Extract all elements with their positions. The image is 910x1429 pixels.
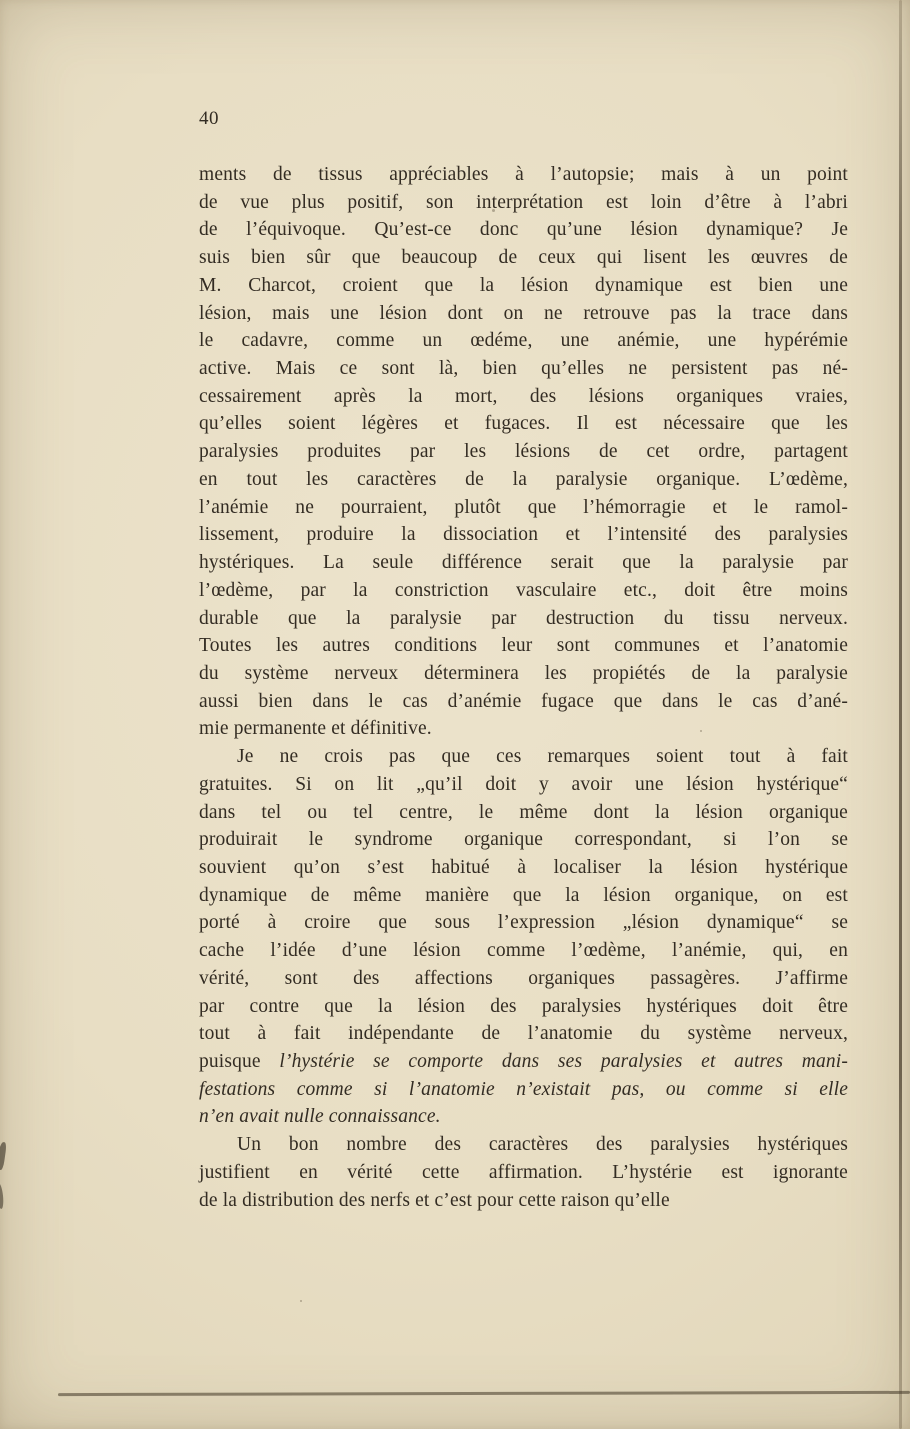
- text-segment: M. Charcot, croient que la lésion dynamique est bien une: [199, 274, 848, 296]
- text-line: [199, 1076, 848, 1104]
- italic-text-segment: l’hystérie se comporte dans ses paralysies et autres mani-: [279, 1051, 848, 1072]
- text-segment: en tout les caractères de la paralysie organique. L’œdème,: [199, 468, 848, 490]
- text-segment: dynamique de même manière que la lésion organique, on est: [199, 884, 848, 906]
- text-segment: cessairement après la mort, des lésions organiques vraies,: [199, 385, 848, 407]
- scan-edge-bottom-icon: [58, 1391, 910, 1396]
- text-segment: paralysies produites par les lésions de cet ordre, partagent: [199, 441, 848, 463]
- text-segment: souvient qu’on s’est habitué à localiser la lésion hystérique: [199, 856, 848, 878]
- text-segment: vérité, sont des affections organiques passagères. J’affirme: [199, 967, 848, 989]
- text-segment: de l’équivoque. Qu’est-ce donc qu’une lésion dynamique? Je: [199, 219, 848, 241]
- text-segment: l’œdème, par la constriction vasculaire etc., doit être moins: [199, 579, 848, 601]
- text-line: [199, 161, 848, 189]
- text-segment: porté à croire que sous l’expression „lésion dynamique“ se: [199, 912, 848, 934]
- text-segment: durable que la paralysie par destruction du tissu nerveux.: [199, 607, 848, 629]
- text-line: [199, 216, 848, 244]
- text-segment: lésion, mais une lésion dont on ne retrouve pas la trace dans: [199, 302, 848, 324]
- text-block: [199, 161, 848, 1214]
- text-line: [199, 605, 848, 633]
- text-segment: le cadavre, comme un œdéme, une anémie, une hypérémie: [199, 330, 848, 352]
- text-segment: Toutes les autres conditions leur sont communes et l’anatomie: [199, 635, 848, 657]
- text-line: [199, 1020, 848, 1048]
- text-line: [199, 410, 848, 438]
- text-segment: par contre que la lésion des paralysies hystériques doit être: [199, 995, 848, 1017]
- text-line: [199, 438, 848, 466]
- text-line: [199, 300, 848, 328]
- text-line: [199, 993, 848, 1021]
- text-segment: qu’elles soient légères et fugaces. Il est nécessaire que les: [199, 413, 848, 435]
- text-segment: Un bon nombre des caractères des paralysies hystériques: [237, 1134, 848, 1156]
- text-segment: tout à fait indépendante de l’anatomie du système nerveux,: [199, 1023, 848, 1045]
- text-segment: aussi bien dans le cas d’anémie fugace que dans le cas d’ané-: [199, 690, 848, 712]
- scan-artifact: [0, 1142, 7, 1171]
- page-number: 40: [199, 108, 219, 129]
- text-line: [199, 327, 848, 355]
- text-line: [199, 688, 848, 716]
- text-segment: de vue plus positif, son interprétation est loin d’être à l’abri: [199, 191, 848, 213]
- text-line: [199, 355, 848, 383]
- text-line: [199, 189, 848, 217]
- text-line: [199, 715, 848, 743]
- text-line: [199, 521, 848, 549]
- text-segment: lissement, produire la dissociation et l’intensité des paralysies: [199, 524, 848, 546]
- text-line: [199, 660, 848, 688]
- text-line: [199, 743, 848, 771]
- text-line: [199, 937, 848, 965]
- text-line: [199, 383, 848, 411]
- text-segment: l’anémie ne pourraient, plutôt que l’hémorragie et le ramol-: [199, 496, 848, 518]
- text-segment: gratuites. Si on lit „qu’il doit y avoir une lésion hystérique“: [199, 773, 848, 795]
- scan-speck: [700, 730, 702, 732]
- text-line: [199, 577, 848, 605]
- text-line: [199, 1103, 848, 1131]
- text-line: [199, 965, 848, 993]
- text-line: [199, 1048, 848, 1076]
- scan-speck: [300, 1300, 302, 1302]
- text-segment: active. Mais ce sont là, bien qu’elles ne persistent pas né-: [199, 358, 848, 380]
- text-line: [199, 1131, 848, 1159]
- text-line: [199, 272, 848, 300]
- italic-text-segment: festations comme si l’anatomie n’existait pas, ou comme si elle: [199, 1078, 848, 1100]
- scan-edge-right-icon: [899, 0, 902, 1429]
- text-segment: mie permanente et définitive.: [199, 718, 432, 740]
- scan-artifact: [0, 1183, 4, 1209]
- text-line: [199, 826, 848, 854]
- text-line: [199, 799, 848, 827]
- scan-speck: [492, 209, 495, 212]
- text-line: [199, 632, 848, 660]
- text-line: [199, 771, 848, 799]
- text-line: [199, 909, 848, 937]
- text-segment: de la distribution des nerfs et c’est pour cette raison qu’elle: [199, 1189, 670, 1211]
- text-line: [199, 244, 848, 272]
- text-line: [199, 882, 848, 910]
- text-line: [199, 549, 848, 577]
- text-segment: ments de tissus appréciables à l’autopsie; mais à un point: [199, 164, 848, 185]
- text-segment: cache l’idée d’une lésion comme l’œdème, l’anémie, qui, en: [199, 940, 848, 962]
- text-line: [199, 494, 848, 522]
- text-line: [199, 1159, 848, 1187]
- text-segment: justifient en vérité cette affirmation. L’hystérie est ignorante: [199, 1161, 848, 1183]
- text-segment: du système nerveux déterminera les propiétés de la paralysie: [199, 662, 848, 684]
- text-line: [199, 1187, 848, 1215]
- text-segment: dans tel ou tel centre, le même dont la lésion organique: [199, 801, 848, 823]
- text-segment: produirait le syndrome organique correspondant, si l’on se: [199, 829, 848, 851]
- italic-text-segment: n’en avait nulle connaissance.: [199, 1106, 441, 1128]
- text-line: [199, 854, 848, 882]
- text-segment: hystériques. La seule différence serait que la paralysie par: [199, 552, 848, 574]
- text-line: [199, 466, 848, 494]
- text-segment: suis bien sûr que beaucoup de ceux qui lisent les œuvres de: [199, 247, 848, 269]
- text-segment: Je ne crois pas que ces remarques soient tout à fait: [237, 746, 848, 768]
- text-segment: puisque: [199, 1051, 280, 1072]
